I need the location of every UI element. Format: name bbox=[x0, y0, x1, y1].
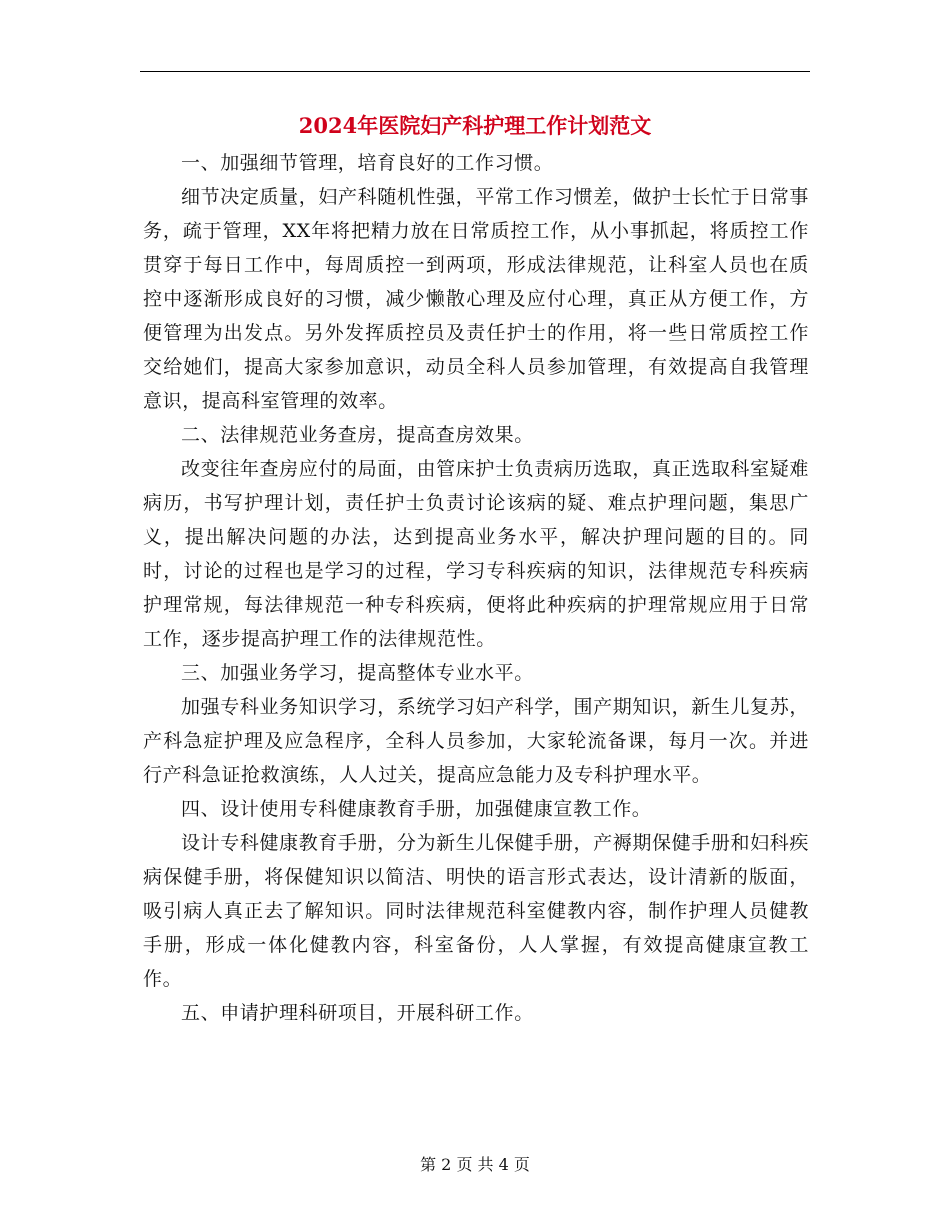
section-paragraph-3: 加强专科业务知识学习，系统学习妇产科学，围产期知识，新生儿复苏，产科急症护理及应急程序，全科人员参加，大家轮流备课，每月一次。并进行产科急证抢救演练，人人过关，提高应急能力及专科护理水平。 bbox=[143, 696, 809, 786]
section-paragraph-2: 改变往年查房应付的局面，由管床护士负责病历选取，真正选取科室疑难病历，书写护理计划，责任护士负责讨论该病的疑、难点护理问题，集思广义，提出解决问题的办法，达到提高业务水平，解决护理问题的目的。同时，讨论的过程也是学习的过程，学习专科疾病的知识，法律规范专科疾病护理常规，每法律规范一种专科疾病，便将此种疾病的护理常规应用于日常工作，逐步提高护理工作的法律规范性。 bbox=[143, 458, 809, 650]
page-number-footer: 第 2 页 共 4 页 bbox=[420, 1155, 530, 1174]
section-heading-5: 五、申请护理科研项目，开展科研工作。 bbox=[181, 1002, 534, 1024]
section-heading-3: 三、加强业务学习，提高整体专业水平。 bbox=[181, 662, 534, 684]
section-paragraph-1: 细节决定质量，妇产科随机性强，平常工作习惯差，做护士长忙于日常事务，疏于管理，XX年将把精力放在日常质控工作，从小事抓起，将质控工作贯穿于每日工作中，每周质控一到两项，形成法律规范，让科室人员也在质控中逐渐形成良好的习惯，减少懒散心理及应付心理，真正从方便工作，方便管理为出发点。另外发挥质控员及责任护士的作用，将一些日常质控工作交给她们，提高大家参加意识，动员全科人员参加管理，有效提高自我管理意识，提高科室管理的效率。 bbox=[143, 186, 809, 412]
section-heading-2: 二、法律规范业务查房，提高查房效果。 bbox=[181, 424, 534, 446]
section-paragraph-4: 设计专科健康教育手册，分为新生儿保健手册，产褥期保健手册和妇科疾病保健手册，将保健知识以简洁、明快的语言形式表达，设计清新的版面，吸引病人真正去了解知识。同时法律规范科室健教内容，制作护理人员健教手册，形成一体化健教内容，科室备份，人人掌握，有效提高健康宣教工作。 bbox=[143, 832, 809, 990]
section-heading-1: 一、加强细节管理，培育良好的工作习惯。 bbox=[181, 152, 554, 174]
section-heading-4: 四、设计使用专科健康教育手册，加强健康宣教工作。 bbox=[181, 798, 652, 820]
header-rule bbox=[140, 71, 810, 72]
document-title: 2024年医院妇产科护理工作计划范文 bbox=[298, 113, 652, 138]
document-body bbox=[143, 146, 809, 1030]
